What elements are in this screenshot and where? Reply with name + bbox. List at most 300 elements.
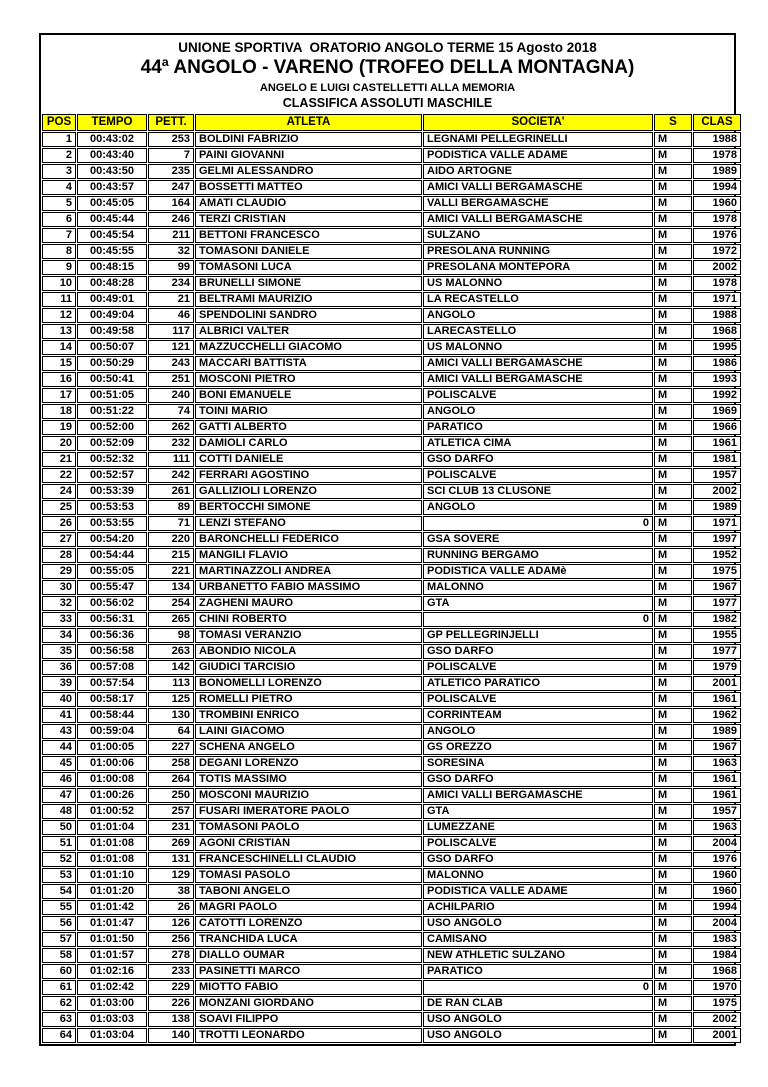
table-row (42, 308, 741, 323)
table-row (42, 548, 741, 563)
cell-tempo: 00:45:54 (77, 228, 147, 243)
cell-tempo: 00:48:28 (77, 276, 147, 291)
cell-s: M (654, 804, 692, 819)
table-row (42, 676, 741, 691)
cell-pos: 20 (42, 436, 76, 451)
cell-societa: GSO DARFO (423, 852, 653, 867)
table-row (42, 772, 741, 787)
cell-pett: 7 (148, 148, 194, 163)
cell-clas: 1962 (693, 708, 741, 723)
cell-pett: 140 (148, 1028, 194, 1043)
cell-societa: ANGOLO (423, 724, 653, 739)
cell-tempo: 00:49:04 (77, 308, 147, 323)
cell-s: M (654, 900, 692, 915)
cell-tempo: 00:56:31 (77, 612, 147, 627)
cell-tempo: 00:51:05 (77, 388, 147, 403)
cell-s: M (654, 1028, 692, 1043)
cell-atleta: TOMASI VERANZIO (195, 628, 422, 643)
cell-societa: AIDO ARTOGNE (423, 164, 653, 179)
cell-pett: 265 (148, 612, 194, 627)
table-row (42, 244, 741, 259)
cell-tempo: 00:59:04 (77, 724, 147, 739)
cell-clas: 2004 (693, 836, 741, 851)
cell-societa: AMICI VALLI BERGAMASCHE (423, 212, 653, 227)
cell-clas: 1960 (693, 868, 741, 883)
cell-atleta: DAMIOLI CARLO (195, 436, 422, 451)
cell-s: M (654, 532, 692, 547)
cell-atleta: BELTRAMI MAURIZIO (195, 292, 422, 307)
cell-clas: 1963 (693, 756, 741, 771)
cell-pett: 263 (148, 644, 194, 659)
cell-tempo: 00:54:44 (77, 548, 147, 563)
cell-pett: 246 (148, 212, 194, 227)
cell-atleta: MACCARI BATTISTA (195, 356, 422, 371)
cell-tempo: 00:43:02 (77, 132, 147, 147)
cell-pett: 164 (148, 196, 194, 211)
cell-clas: 1977 (693, 596, 741, 611)
cell-tempo: 01:01:20 (77, 884, 147, 899)
results-table-body (42, 132, 741, 1043)
cell-s: M (654, 452, 692, 467)
cell-clas: 1967 (693, 580, 741, 595)
cell-s: M (654, 132, 692, 147)
cell-pos: 35 (42, 644, 76, 659)
cell-pos: 61 (42, 980, 76, 995)
cell-pos: 17 (42, 388, 76, 403)
cell-tempo: 00:45:05 (77, 196, 147, 211)
table-row (42, 948, 741, 963)
table-row (42, 788, 741, 803)
cell-clas: 1995 (693, 340, 741, 355)
column-header-tempo: TEMPO (77, 114, 147, 131)
table-row (42, 468, 741, 483)
table-row (42, 596, 741, 611)
table-row (42, 900, 741, 915)
cell-clas: 1961 (693, 692, 741, 707)
cell-clas: 1960 (693, 884, 741, 899)
cell-clas: 2001 (693, 1028, 741, 1043)
cell-pos: 36 (42, 660, 76, 675)
cell-societa: PODISTICA VALLE ADAMè (423, 564, 653, 579)
cell-societa: USO ANGOLO (423, 1012, 653, 1027)
cell-s: M (654, 740, 692, 755)
cell-societa: PARATICO (423, 420, 653, 435)
cell-tempo: 00:43:57 (77, 180, 147, 195)
cell-pos: 14 (42, 340, 76, 355)
cell-clas: 1968 (693, 964, 741, 979)
cell-pett: 26 (148, 900, 194, 915)
table-row (42, 708, 741, 723)
cell-pos: 26 (42, 516, 76, 531)
cell-atleta: LENZI STEFANO (195, 516, 422, 531)
header-row (42, 114, 741, 131)
cell-s: M (654, 500, 692, 515)
cell-atleta: TRANCHIDA LUCA (195, 932, 422, 947)
cell-clas: 1957 (693, 804, 741, 819)
cell-tempo: 01:00:06 (77, 756, 147, 771)
table-row (42, 884, 741, 899)
cell-s: M (654, 788, 692, 803)
cell-clas: 2002 (693, 1012, 741, 1027)
column-header-pett: PETT. (148, 114, 194, 131)
cell-societa: DE RAN CLAB (423, 996, 653, 1011)
cell-s: M (654, 580, 692, 595)
cell-atleta: BARONCHELLI FEDERICO (195, 532, 422, 547)
table-row (42, 436, 741, 451)
cell-tempo: 00:45:44 (77, 212, 147, 227)
results-table (41, 113, 742, 1044)
cell-pett: 142 (148, 660, 194, 675)
cell-pos: 8 (42, 244, 76, 259)
cell-societa: PRESOLANA MONTEPORA (423, 260, 653, 275)
cell-atleta: TERZI CRISTIAN (195, 212, 422, 227)
cell-tempo: 01:01:08 (77, 852, 147, 867)
cell-societa: PARATICO (423, 964, 653, 979)
cell-pett: 227 (148, 740, 194, 755)
cell-pos: 2 (42, 148, 76, 163)
cell-pos: 41 (42, 708, 76, 723)
cell-s: M (654, 772, 692, 787)
table-row (42, 852, 741, 867)
cell-atleta: GATTI ALBERTO (195, 420, 422, 435)
table-row (42, 612, 741, 627)
cell-pett: 134 (148, 580, 194, 595)
cell-societa: GSA SOVERE (423, 532, 653, 547)
cell-societa: VALLI BERGAMASCHE (423, 196, 653, 211)
cell-societa: LUMEZZANE (423, 820, 653, 835)
cell-pos: 54 (42, 884, 76, 899)
cell-clas: 1988 (693, 308, 741, 323)
cell-societa: GSO DARFO (423, 644, 653, 659)
cell-pos: 60 (42, 964, 76, 979)
cell-tempo: 00:56:36 (77, 628, 147, 643)
table-row (42, 372, 741, 387)
table-row (42, 228, 741, 243)
cell-societa: PODISTICA VALLE ADAME (423, 148, 653, 163)
cell-s: M (654, 244, 692, 259)
cell-societa: GTA (423, 804, 653, 819)
cell-clas: 1971 (693, 516, 741, 531)
cell-pos: 50 (42, 820, 76, 835)
cell-clas: 1969 (693, 404, 741, 419)
cell-pos: 10 (42, 276, 76, 291)
cell-pos: 19 (42, 420, 76, 435)
memorial-subtitle: ANGELO E LUIGI CASTELLETTI ALLA MEMORIA (259, 82, 516, 94)
cell-atleta: ABONDIO NICOLA (195, 644, 422, 659)
cell-tempo: 00:54:20 (77, 532, 147, 547)
table-row (42, 820, 741, 835)
cell-atleta: TOINI MARIO (195, 404, 422, 419)
cell-societa: CORRINTEAM (423, 708, 653, 723)
cell-tempo: 00:55:05 (77, 564, 147, 579)
cell-tempo: 00:43:40 (77, 148, 147, 163)
cell-clas: 1982 (693, 612, 741, 627)
cell-pett: 254 (148, 596, 194, 611)
cell-s: M (654, 484, 692, 499)
cell-pett: 64 (148, 724, 194, 739)
cell-atleta: TOTIS MASSIMO (195, 772, 422, 787)
cell-pett: 121 (148, 340, 194, 355)
cell-clas: 1967 (693, 740, 741, 755)
cell-atleta: GELMI ALESSANDRO (195, 164, 422, 179)
cell-atleta: TOMASONI DANIELE (195, 244, 422, 259)
cell-pos: 45 (42, 756, 76, 771)
cell-societa: ATLETICA CIMA (423, 436, 653, 451)
table-row (42, 580, 741, 595)
cell-societa: ANGOLO (423, 500, 653, 515)
cell-societa: MALONNO (423, 868, 653, 883)
cell-pett: 251 (148, 372, 194, 387)
cell-s: M (654, 420, 692, 435)
cell-pos: 39 (42, 676, 76, 691)
cell-pett: 257 (148, 804, 194, 819)
cell-pos: 7 (42, 228, 76, 243)
cell-societa: SCI CLUB 13 CLUSONE (423, 484, 653, 499)
cell-tempo: 00:49:01 (77, 292, 147, 307)
cell-societa: MALONNO (423, 580, 653, 595)
cell-pett: 215 (148, 548, 194, 563)
cell-tempo: 00:45:55 (77, 244, 147, 259)
cell-s: M (654, 196, 692, 211)
race-title: 44ª ANGOLO - VARENO (TROFEO DELLA MONTAGNA) (140, 57, 635, 78)
cell-tempo: 00:50:07 (77, 340, 147, 355)
table-row (42, 420, 741, 435)
cell-atleta: BETTONI FRANCESCO (195, 228, 422, 243)
cell-tempo: 01:01:47 (77, 916, 147, 931)
cell-clas: 2004 (693, 916, 741, 931)
cell-pos: 9 (42, 260, 76, 275)
cell-s: M (654, 756, 692, 771)
table-row (42, 500, 741, 515)
cell-pos: 15 (42, 356, 76, 371)
cell-pett: 220 (148, 532, 194, 547)
cell-tempo: 00:57:08 (77, 660, 147, 675)
title-block (41, 35, 734, 113)
table-row (42, 484, 741, 499)
cell-tempo: 00:50:29 (77, 356, 147, 371)
cell-tempo: 01:03:00 (77, 996, 147, 1011)
cell-atleta: ALBRICI VALTER (195, 324, 422, 339)
cell-pett: 240 (148, 388, 194, 403)
cell-clas: 2001 (693, 676, 741, 691)
cell-tempo: 00:49:58 (77, 324, 147, 339)
cell-s: M (654, 916, 692, 931)
cell-s: M (654, 468, 692, 483)
table-row (42, 164, 741, 179)
cell-tempo: 00:57:54 (77, 676, 147, 691)
cell-s: M (654, 148, 692, 163)
cell-s: M (654, 996, 692, 1011)
cell-atleta: MIOTTO FABIO (195, 980, 422, 995)
cell-societa: GSO DARFO (423, 452, 653, 467)
cell-tempo: 00:52:09 (77, 436, 147, 451)
cell-societa: 0 (423, 612, 653, 627)
cell-clas: 2002 (693, 260, 741, 275)
cell-clas: 1961 (693, 788, 741, 803)
cell-tempo: 00:52:00 (77, 420, 147, 435)
cell-pett: 131 (148, 852, 194, 867)
cell-pett: 278 (148, 948, 194, 963)
cell-clas: 1952 (693, 548, 741, 563)
cell-pett: 113 (148, 676, 194, 691)
column-header-clas: CLAS (693, 114, 741, 131)
cell-pos: 33 (42, 612, 76, 627)
cell-pos: 46 (42, 772, 76, 787)
results-sheet (39, 33, 736, 1046)
table-row (42, 564, 741, 579)
cell-atleta: TOMASONI PAOLO (195, 820, 422, 835)
cell-clas: 1986 (693, 356, 741, 371)
cell-pos: 25 (42, 500, 76, 515)
cell-atleta: SOAVI FILIPPO (195, 1012, 422, 1027)
cell-clas: 1960 (693, 196, 741, 211)
cell-atleta: ZAGHENI MAURO (195, 596, 422, 611)
column-header-s: S (654, 114, 692, 131)
cell-pett: 211 (148, 228, 194, 243)
cell-societa: GP PELLEGRINJELLI (423, 628, 653, 643)
cell-clas: 1993 (693, 372, 741, 387)
cell-atleta: FRANCESCHINELLI CLAUDIO (195, 852, 422, 867)
cell-pett: 138 (148, 1012, 194, 1027)
cell-pos: 48 (42, 804, 76, 819)
cell-pett: 231 (148, 820, 194, 835)
cell-atleta: FERRARI AGOSTINO (195, 468, 422, 483)
cell-atleta: MANGILI FLAVIO (195, 548, 422, 563)
table-row (42, 804, 741, 819)
table-row (42, 388, 741, 403)
cell-s: M (654, 980, 692, 995)
cell-atleta: MAZZUCCHELLI GIACOMO (195, 340, 422, 355)
cell-societa: USO ANGOLO (423, 1028, 653, 1043)
cell-tempo: 00:58:44 (77, 708, 147, 723)
cell-clas: 1994 (693, 180, 741, 195)
cell-tempo: 01:01:10 (77, 868, 147, 883)
cell-clas: 1989 (693, 724, 741, 739)
cell-s: M (654, 308, 692, 323)
table-row (42, 356, 741, 371)
cell-pos: 64 (42, 1028, 76, 1043)
cell-tempo: 01:01:42 (77, 900, 147, 915)
table-row (42, 452, 741, 467)
cell-tempo: 01:02:42 (77, 980, 147, 995)
cell-atleta: PAINI GIOVANNI (195, 148, 422, 163)
table-row (42, 1028, 741, 1043)
cell-atleta: MONZANI GIORDANO (195, 996, 422, 1011)
cell-tempo: 00:55:47 (77, 580, 147, 595)
cell-tempo: 01:01:50 (77, 932, 147, 947)
cell-pos: 63 (42, 1012, 76, 1027)
table-row (42, 628, 741, 643)
cell-atleta: BONOMELLI LORENZO (195, 676, 422, 691)
cell-clas: 1976 (693, 852, 741, 867)
cell-atleta: TABONI ANGELO (195, 884, 422, 899)
cell-atleta: TOMASI PASOLO (195, 868, 422, 883)
cell-clas: 1972 (693, 244, 741, 259)
cell-societa: 0 (423, 516, 653, 531)
cell-atleta: SCHENA ANGELO (195, 740, 422, 755)
cell-s: M (654, 964, 692, 979)
cell-pett: 126 (148, 916, 194, 931)
table-row (42, 340, 741, 355)
cell-societa: SULZANO (423, 228, 653, 243)
cell-societa: PODISTICA VALLE ADAME (423, 884, 653, 899)
cell-pos: 56 (42, 916, 76, 931)
cell-pos: 34 (42, 628, 76, 643)
event-organizer-title: UNIONE SPORTIVA ORATORIO ANGOLO TERME 15 Agosto 2018 (178, 40, 597, 55)
cell-atleta: SPENDOLINI SANDRO (195, 308, 422, 323)
cell-clas: 1981 (693, 452, 741, 467)
cell-societa: ATLETICO PARATICO (423, 676, 653, 691)
table-row (42, 532, 741, 547)
cell-clas: 1957 (693, 468, 741, 483)
table-row (42, 404, 741, 419)
cell-pos: 3 (42, 164, 76, 179)
cell-pos: 40 (42, 692, 76, 707)
cell-s: M (654, 724, 692, 739)
cell-atleta: CHINI ROBERTO (195, 612, 422, 627)
cell-societa: CAMISANO (423, 932, 653, 947)
cell-pett: 130 (148, 708, 194, 723)
cell-societa: AMICI VALLI BERGAMASCHE (423, 372, 653, 387)
cell-pos: 51 (42, 836, 76, 851)
cell-s: M (654, 708, 692, 723)
cell-pett: 235 (148, 164, 194, 179)
cell-societa: SORESINA (423, 756, 653, 771)
cell-pos: 62 (42, 996, 76, 1011)
cell-atleta: BOSSETTI MATTEO (195, 180, 422, 195)
cell-pett: 269 (148, 836, 194, 851)
table-row (42, 516, 741, 531)
table-row (42, 660, 741, 675)
cell-pett: 234 (148, 276, 194, 291)
cell-clas: 1989 (693, 164, 741, 179)
cell-societa: ANGOLO (423, 404, 653, 419)
cell-societa: LARECASTELLO (423, 324, 653, 339)
cell-tempo: 01:03:04 (77, 1028, 147, 1043)
cell-s: M (654, 948, 692, 963)
cell-atleta: AMATI CLAUDIO (195, 196, 422, 211)
cell-s: M (654, 180, 692, 195)
cell-s: M (654, 404, 692, 419)
cell-pett: 264 (148, 772, 194, 787)
cell-pos: 6 (42, 212, 76, 227)
cell-societa: USO ANGOLO (423, 916, 653, 931)
cell-pett: 98 (148, 628, 194, 643)
cell-pett: 32 (148, 244, 194, 259)
cell-atleta: MAGRI PAOLO (195, 900, 422, 915)
cell-pett: 74 (148, 404, 194, 419)
cell-atleta: MARTINAZZOLI ANDREA (195, 564, 422, 579)
cell-societa: AMICI VALLI BERGAMASCHE (423, 788, 653, 803)
cell-pos: 44 (42, 740, 76, 755)
cell-atleta: TOMASONI LUCA (195, 260, 422, 275)
cell-clas: 1979 (693, 660, 741, 675)
table-row (42, 692, 741, 707)
cell-pett: 125 (148, 692, 194, 707)
table-row (42, 212, 741, 227)
table-row (42, 292, 741, 307)
cell-pett: 250 (148, 788, 194, 803)
cell-societa: GS OREZZO (423, 740, 653, 755)
cell-s: M (654, 324, 692, 339)
cell-tempo: 00:43:50 (77, 164, 147, 179)
cell-atleta: BOLDINI FABRIZIO (195, 132, 422, 147)
cell-pett: 258 (148, 756, 194, 771)
cell-atleta: DIALLO OUMAR (195, 948, 422, 963)
cell-atleta: MOSCONI PIETRO (195, 372, 422, 387)
cell-clas: 1975 (693, 996, 741, 1011)
column-header-atleta: ATLETA (195, 114, 422, 131)
